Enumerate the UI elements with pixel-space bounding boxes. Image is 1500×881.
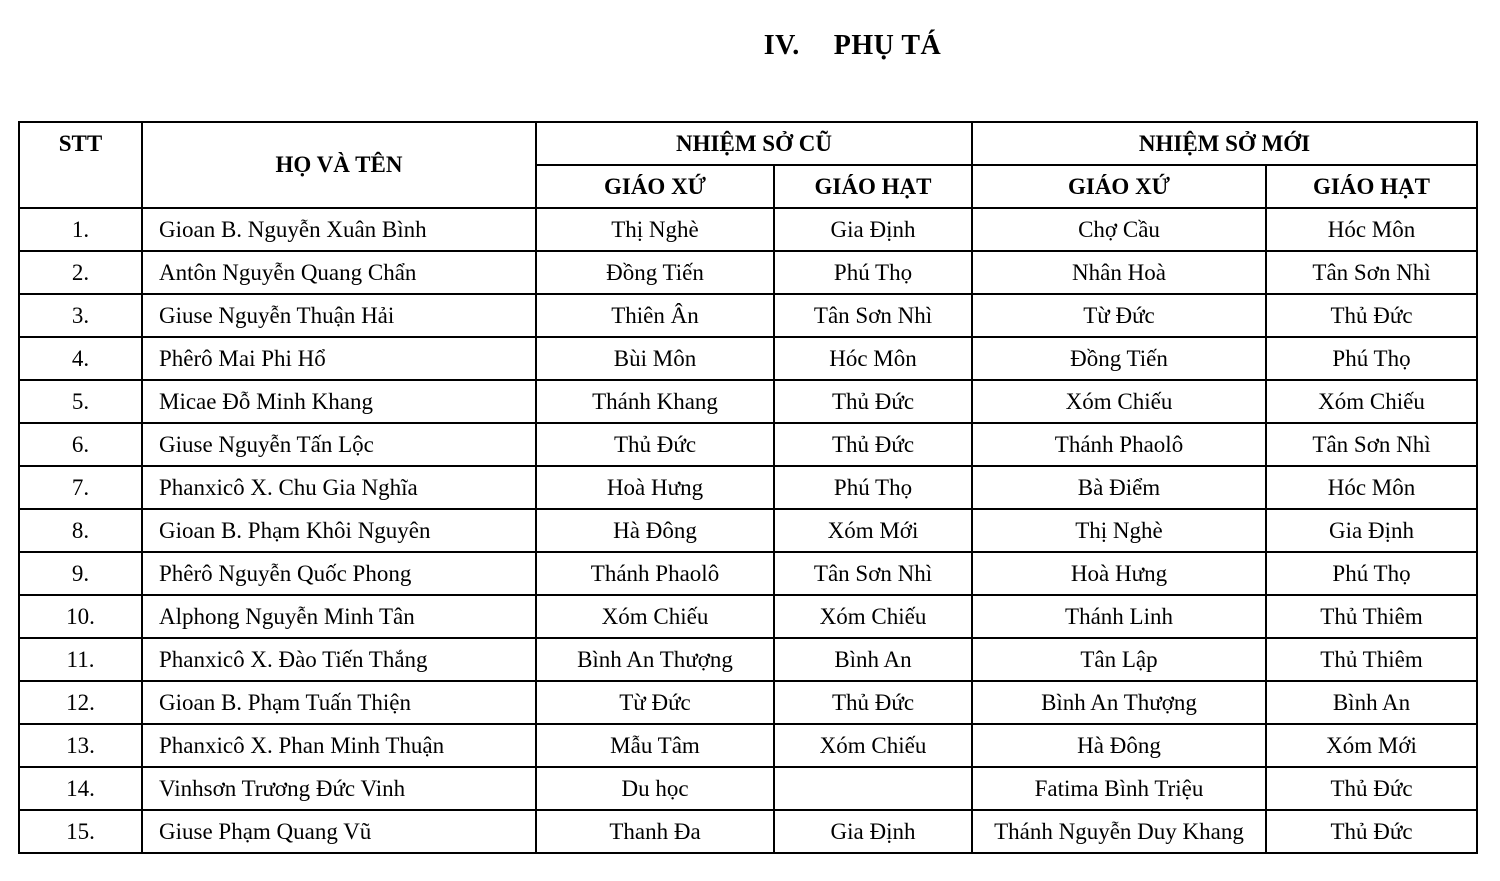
page-title [0,30,1500,62]
cell-new-deanery: Tân Sơn Nhì [1266,423,1477,466]
cell-new-deanery: Xóm Chiếu [1266,380,1477,423]
cell-stt: 14. [19,767,142,810]
cell-old-parish: Thị Nghè [536,208,774,251]
table-row [19,724,1477,767]
cell-new-parish: Tân Lập [972,638,1266,681]
cell-old-deanery: Hóc Môn [774,337,972,380]
cell-new-parish: Fatima Bình Triệu [972,767,1266,810]
cell-old-deanery: Xóm Mới [774,509,972,552]
cell-old-deanery: Gia Định [774,810,972,853]
cell-name: Phêrô Nguyễn Quốc Phong [142,552,536,595]
cell-name: Phêrô Mai Phi Hổ [142,337,536,380]
table-row [19,423,1477,466]
cell-old-parish: Thánh Khang [536,380,774,423]
table-row [19,595,1477,638]
cell-old-deanery: Thủ Đức [774,423,972,466]
cell-old-deanery: Xóm Chiếu [774,595,972,638]
header-old-deanery: GIÁO HẠT [774,165,972,208]
cell-stt: 4. [19,337,142,380]
cell-stt: 10. [19,595,142,638]
table-row [19,208,1477,251]
header-old-assignment: NHIỆM SỞ CŨ [536,122,972,165]
table-row [19,767,1477,810]
cell-old-parish: Du học [536,767,774,810]
cell-old-parish: Thanh Đa [536,810,774,853]
cell-name: Vinhsơn Trương Đức Vinh [142,767,536,810]
table-row [19,810,1477,853]
cell-name: Micae Đỗ Minh Khang [142,380,536,423]
table-row [19,294,1477,337]
cell-new-deanery: Thủ Thiêm [1266,638,1477,681]
cell-old-deanery: Gia Định [774,208,972,251]
cell-new-parish: Bình An Thượng [972,681,1266,724]
cell-old-deanery: Xóm Chiếu [774,724,972,767]
cell-old-deanery [774,767,972,810]
cell-stt: 1. [19,208,142,251]
cell-name: Gioan B. Phạm Khôi Nguyên [142,509,536,552]
cell-old-parish: Thánh Phaolô [536,552,774,595]
cell-old-parish: Đồng Tiến [536,251,774,294]
cell-stt: 8. [19,509,142,552]
table-row [19,466,1477,509]
cell-stt: 11. [19,638,142,681]
cell-stt: 7. [19,466,142,509]
cell-name: Antôn Nguyễn Quang Chẩn [142,251,536,294]
cell-stt: 13. [19,724,142,767]
cell-old-parish: Bùi Môn [536,337,774,380]
header-name: HỌ VÀ TÊN [142,122,536,208]
cell-new-parish: Thị Nghè [972,509,1266,552]
cell-old-deanery: Phú Thọ [774,251,972,294]
cell-old-parish: Hoà Hưng [536,466,774,509]
cell-new-deanery: Thủ Đức [1266,767,1477,810]
cell-new-parish: Thánh Nguyễn Duy Khang [972,810,1266,853]
cell-name: Alphong Nguyễn Minh Tân [142,595,536,638]
header-old-parish: GIÁO XỨ [536,165,774,208]
cell-new-deanery: Thủ Thiêm [1266,595,1477,638]
cell-new-parish: Thánh Linh [972,595,1266,638]
cell-new-deanery: Hóc Môn [1266,208,1477,251]
cell-old-parish: Thủ Đức [536,423,774,466]
cell-old-parish: Từ Đức [536,681,774,724]
cell-name: Phanxicô X. Chu Gia Nghĩa [142,466,536,509]
cell-new-parish: Từ Đức [972,294,1266,337]
cell-old-parish: Hà Đông [536,509,774,552]
cell-stt: 2. [19,251,142,294]
table-row [19,509,1477,552]
cell-old-parish: Thiên Ân [536,294,774,337]
cell-old-deanery: Thủ Đức [774,380,972,423]
cell-new-parish: Chợ Cầu [972,208,1266,251]
cell-new-parish: Bà Điểm [972,466,1266,509]
cell-old-deanery: Tân Sơn Nhì [774,294,972,337]
cell-name: Phanxicô X. Phan Minh Thuận [142,724,536,767]
table-row [19,380,1477,423]
cell-new-parish: Xóm Chiếu [972,380,1266,423]
table-row [19,552,1477,595]
header-new-assignment: NHIỆM SỞ MỚI [972,122,1477,165]
cell-new-deanery: Bình An [1266,681,1477,724]
cell-stt: 12. [19,681,142,724]
table-row [19,681,1477,724]
cell-old-deanery: Tân Sơn Nhì [774,552,972,595]
cell-stt: 6. [19,423,142,466]
assignment-table [18,121,1478,854]
table-row [19,337,1477,380]
cell-stt: 3. [19,294,142,337]
cell-new-parish: Thánh Phaolô [972,423,1266,466]
table-row [19,251,1477,294]
cell-name: Giuse Nguyễn Tấn Lộc [142,423,536,466]
cell-name: Giuse Phạm Quang Vũ [142,810,536,853]
cell-name: Gioan B. Phạm Tuấn Thiện [142,681,536,724]
cell-new-parish: Hoà Hưng [972,552,1266,595]
cell-old-deanery: Thủ Đức [774,681,972,724]
cell-stt: 5. [19,380,142,423]
cell-stt: 15. [19,810,142,853]
cell-new-deanery: Thủ Đức [1266,810,1477,853]
cell-new-parish: Nhân Hoà [972,251,1266,294]
cell-stt: 9. [19,552,142,595]
cell-old-deanery: Bình An [774,638,972,681]
cell-name: Phanxicô X. Đào Tiến Thắng [142,638,536,681]
cell-new-deanery: Hóc Môn [1266,466,1477,509]
cell-old-parish: Mẫu Tâm [536,724,774,767]
cell-old-parish: Bình An Thượng [536,638,774,681]
cell-name: Giuse Nguyễn Thuận Hải [142,294,536,337]
table-row [19,638,1477,681]
header-new-parish: GIÁO XỨ [972,165,1266,208]
cell-new-deanery: Phú Thọ [1266,337,1477,380]
cell-name: Gioan B. Nguyễn Xuân Bình [142,208,536,251]
cell-new-deanery: Gia Định [1266,509,1477,552]
header-stt: STT [19,122,142,208]
cell-new-deanery: Xóm Mới [1266,724,1477,767]
cell-old-parish: Xóm Chiếu [536,595,774,638]
cell-old-deanery: Phú Thọ [774,466,972,509]
title-text: PHỤ TÁ [833,30,942,61]
header-new-deanery: GIÁO HẠT [1266,165,1477,208]
cell-new-deanery: Tân Sơn Nhì [1266,251,1477,294]
cell-new-parish: Hà Đông [972,724,1266,767]
cell-new-parish: Đồng Tiến [972,337,1266,380]
title-number: IV. [763,30,800,61]
cell-new-deanery: Thủ Đức [1266,294,1477,337]
cell-new-deanery: Phú Thọ [1266,552,1477,595]
